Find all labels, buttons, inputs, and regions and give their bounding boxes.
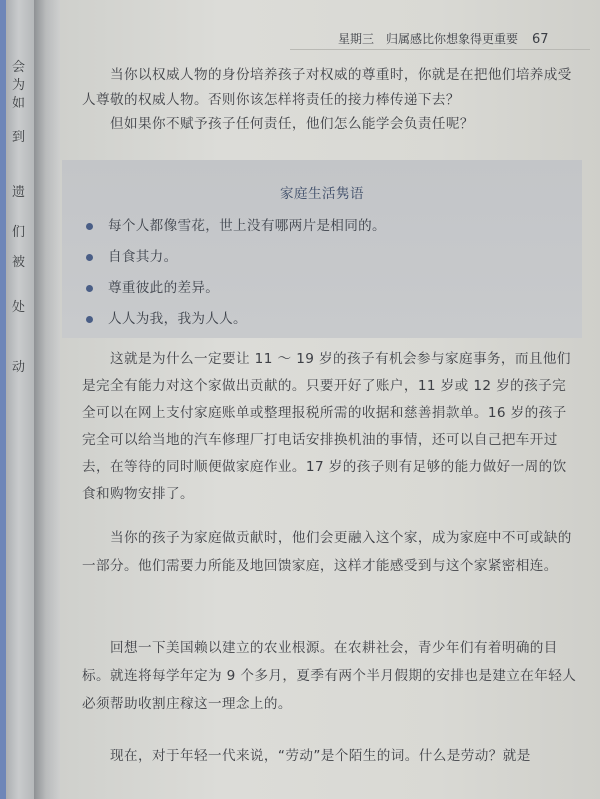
left-page-fragment: 遗 (12, 185, 26, 200)
callout-title: 家庭生活隽语 (280, 186, 364, 202)
left-page-fragment: 被 (12, 255, 26, 270)
family-life-quotes-box (62, 160, 582, 338)
page-number: 67 (532, 32, 549, 47)
left-page-blue-border (0, 0, 6, 799)
paragraph: 当你以权威人物的身份培养孩子对权威的尊重时，你就是在把他们培养成受人尊敬的权威人物。否则你该怎样将责任的接力棒传递下去？ (82, 67, 572, 108)
list-item: 尊重彼此的差异。 (86, 278, 386, 309)
list-item: 每个人都像雪花，世上没有哪两片是相同的。 (86, 216, 386, 247)
running-header (338, 30, 549, 47)
left-page-fragment: 会 (12, 60, 26, 75)
quote-list (86, 216, 386, 340)
left-page-fragment: 们 (12, 225, 26, 240)
chapter-title: 星期三 归属感比你想象得更重要 (338, 32, 519, 46)
paragraph: 当你的孩子为家庭做贡献时，他们会更融入这个家，成为家庭中不可或缺的一部分。他们需要力所能及地回馈家庭，这样才能感受到与这个家紧密相连。 (82, 530, 572, 574)
book-page (60, 0, 600, 799)
left-page-edge (0, 0, 34, 799)
left-page-fragment: 如 (12, 96, 26, 111)
list-item: 人人为我，我为人人。 (86, 309, 386, 340)
paragraph: 但如果你不赋予孩子任何责任，他们怎么能学会负责任呢？ (110, 116, 474, 132)
header-rule (290, 49, 590, 50)
list-item: 自食其力。 (86, 247, 386, 278)
left-page-fragment: 到 (12, 130, 26, 145)
left-page-fragment: 处 (12, 300, 26, 315)
left-page-fragment: 为 (12, 78, 26, 93)
paragraph: 回想一下美国赖以建立的农业根源。在农耕社会，青少年们有着明确的目标。就连将每学年定为 9 个多月，夏季有两个半月假期的安排也是建立在年轻人必须帮助收割庄稼这一理念上的。 (82, 640, 577, 712)
paragraph: 现在，对于年轻一代来说，“劳动”是个陌生的词。什么是劳动？就是 (110, 748, 531, 764)
left-page-fragment: 动 (12, 360, 26, 375)
paragraph: 这就是为什么一定要让 11 ～ 19 岁的孩子有机会参与家庭事务，而且他们是完全有能力对这个家做出贡献的。只要开好了账户，11 岁或 12 岁的孩子完全可以在网上支付家庭账单或整理报税所需的收据和慈善捐款单。16 岁的孩子完全可以给当地的汽车修理厂打电话安排换机油的事情，还可以自己把车开过去，在等待的同时顺便做家庭作业。17 岁的孩子则有足够的能力做好一周的饮食和购物安排了。 (82, 351, 571, 502)
